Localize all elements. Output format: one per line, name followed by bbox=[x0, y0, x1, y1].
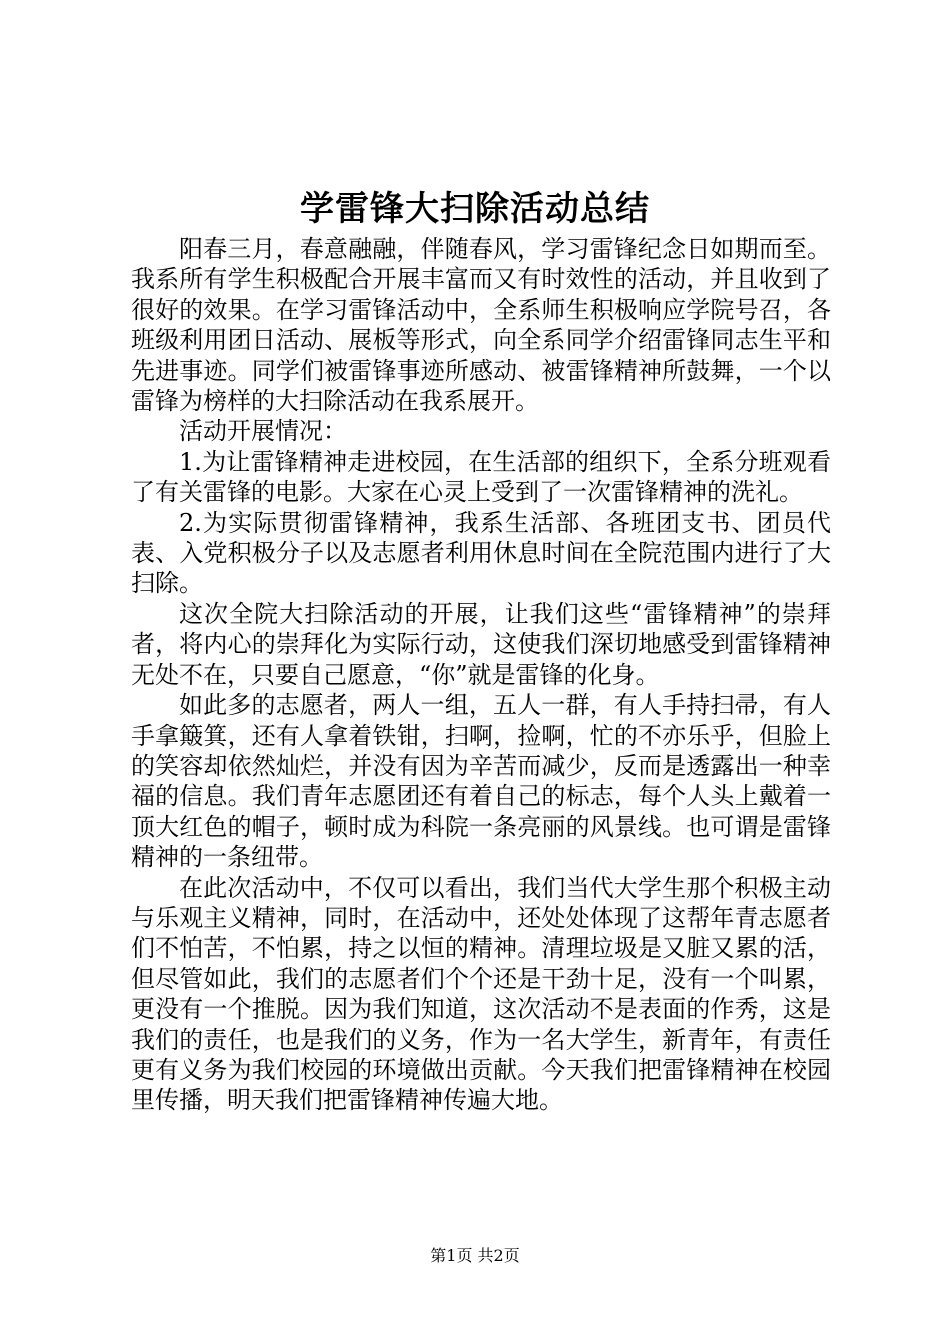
paragraph-conclusion: 在此次活动中，不仅可以看出，我们当代大学生那个积极主动与乐观主义精神，同时，在活动中，还处处体现了这帮年青志愿者们不怕苦，不怕累，持之以恒的精神。清理垃圾是又脏又累的活，但尽管如此，我们的志愿者们个个还是干劲十足，没有一个叫累，更没有一个推脱。因为我们知道，这次活动不是表面的作秀，这是我们的责任，也是我们的义务，作为一名大学生，新青年，有责任更有义务为我们校园的环境做出贡献。今天我们把雷锋精神在校园里传播，明天我们把雷锋精神传遍大地。 bbox=[131, 873, 831, 1115]
document-title: 学雷锋大扫除活动总结 bbox=[300, 189, 650, 229]
paragraph-activity-heading: 活动开展情况： bbox=[179, 417, 347, 446]
paragraph-volunteers: 如此多的志愿者，两人一组，五人一群，有人手持扫帚，有人手拿簸箕，还有人拿着铁钳，扫啊，捡啊，忙的不亦乐乎，但脸上的笑容却依然灿烂，并没有因为辛苦而减少，反而是透露出一种幸福的信息。我们青年志愿团还有着自己的标志，每个人头上戴着一顶大红色的帽子，顿时成为科院一条亮丽的风景线。也可谓是雷锋精神的一条纽带。 bbox=[131, 691, 831, 872]
page-number-footer: 第1页 共2页 bbox=[430, 1246, 520, 1265]
paragraph-reflection: 这次全院大扫除活动的开展，让我们这些“雷锋精神”的崇拜者，将内心的崇拜化为实际行动，这使我们深切地感受到雷锋精神无处不在，只要自己愿意，“你”就是雷锋的化身。 bbox=[131, 599, 831, 689]
paragraph-item-2: 2.为实际贯彻雷锋精神，我系生活部、各班团支书、团员代表、入党积极分子以及志愿者利用休息时间在全院范围内进行了大扫除。 bbox=[131, 508, 831, 598]
paragraph-item-1: 1.为让雷锋精神走进校园，在生活部的组织下，全系分班观看了有关雷锋的电影。大家在心灵上受到了一次雷锋精神的洗礼。 bbox=[131, 447, 831, 507]
paragraph-intro: 阳春三月，春意融融，伴随春风，学习雷锋纪念日如期而至。我系所有学生积极配合开展丰富而又有时效性的活动，并且收到了很好的效果。在学习雷锋活动中，全系师生积极响应学院号召，各班级利用团日活动、展板等形式，向全系同学介绍雷锋同志生平和先进事迹。同学们被雷锋事迹所感动、被雷锋精神所鼓舞，一个以雷锋为榜样的大扫除活动在我系展开。 bbox=[131, 235, 831, 416]
document-body bbox=[131, 234, 831, 1116]
